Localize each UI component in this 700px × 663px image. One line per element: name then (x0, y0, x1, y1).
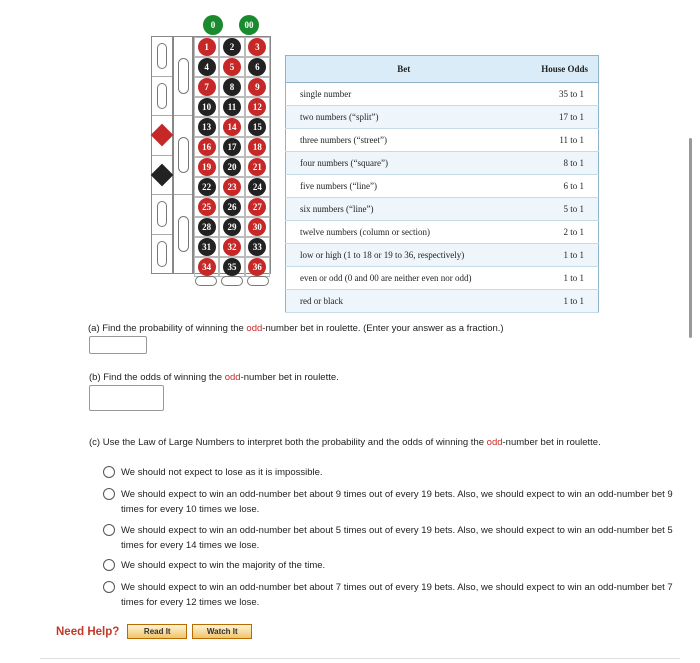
number-label: 1 (198, 38, 216, 56)
odds-cell: 35 to 1 (521, 83, 598, 106)
number-cell (194, 217, 219, 237)
number-label: 9 (248, 78, 266, 96)
option-c-1[interactable]: We should not expect to lose as it is impossible. (103, 465, 688, 480)
outer-bets-strip (151, 36, 173, 274)
odds-cell: 17 to 1 (521, 106, 598, 129)
odds-cell: 11 to 1 (521, 129, 598, 152)
number-cell (245, 77, 270, 97)
odds-cell: 1 to 1 (521, 290, 598, 313)
number-cell (245, 177, 270, 197)
read-it-button[interactable]: Read It (127, 624, 187, 639)
number-cell (219, 97, 244, 117)
radio-button[interactable] (103, 466, 115, 478)
number-label: 23 (223, 178, 241, 196)
odd-highlight: odd (486, 437, 503, 448)
number-label: 19 (198, 158, 216, 176)
radio-button[interactable] (103, 488, 115, 500)
number-cell (194, 57, 219, 77)
number-grid (193, 36, 271, 274)
number-label: 12 (248, 98, 266, 116)
bet-cell: twelve numbers (column or section) (286, 221, 522, 244)
table-row (286, 152, 599, 175)
double-zero-cell: 00 (239, 15, 259, 35)
number-cell (219, 117, 244, 137)
radio-button[interactable] (103, 581, 115, 593)
bet-cell: five numbers (“line”) (286, 175, 522, 198)
number-cell (219, 137, 244, 157)
outer-bet-low (152, 37, 172, 77)
number-label: 18 (248, 138, 266, 156)
option-c-5[interactable]: We should expect to win an odd-number bet about 7 times out of every 19 bets. Also, we should expect to win an odd-number bet 7 times for every 12 times we lose. (103, 580, 688, 610)
bet-cell: low or high (1 to 18 or 19 to 36, respectively) (286, 244, 522, 267)
vertical-scrollbar[interactable] (689, 138, 692, 338)
table-row (286, 175, 599, 198)
number-label: 16 (198, 138, 216, 156)
table-header-row (286, 56, 599, 83)
need-help-bar (56, 624, 257, 639)
dozen-bet-third (174, 195, 192, 273)
number-label: 7 (198, 78, 216, 96)
number-cell (194, 117, 219, 137)
option-c-3[interactable]: We should expect to win an odd-number bet about 5 times out of every 19 bets. Also, we should expect to win an odd-number bet 5 times for every 14 times we lose. (103, 523, 688, 553)
number-cell (219, 237, 244, 257)
number-cell (219, 177, 244, 197)
number-cell (194, 97, 219, 117)
roulette-board (133, 8, 273, 304)
dozen-bet-second (174, 116, 192, 195)
bet-column-header: Bet (286, 56, 522, 83)
number-label: 2 (223, 38, 241, 56)
outer-bet-black (152, 156, 172, 196)
odds-cell: 2 to 1 (521, 221, 598, 244)
number-cell (245, 37, 270, 57)
number-label: 34 (198, 258, 216, 276)
option-c-2[interactable]: We should expect to win an odd-number bet about 9 times out of every 19 bets. Also, we should expect to win an odd-number bet 9 times for every 10 times we lose. (103, 487, 688, 517)
number-label: 36 (248, 258, 266, 276)
number-label: 35 (223, 258, 241, 276)
option-c-4[interactable]: We should expect to win the majority of the time. (103, 558, 688, 573)
number-cell (194, 157, 219, 177)
number-cell (194, 77, 219, 97)
number-label: 13 (198, 118, 216, 136)
table-row (286, 221, 599, 244)
dozen-bet-first (174, 37, 192, 116)
number-label: 15 (248, 118, 266, 136)
number-label: 21 (248, 158, 266, 176)
number-label: 6 (248, 58, 266, 76)
dozen-bets-strip (173, 36, 193, 274)
odds-cell: 1 to 1 (521, 267, 598, 290)
number-cell (194, 197, 219, 217)
number-cell (245, 237, 270, 257)
outer-bet-high (152, 235, 172, 274)
number-label: 14 (223, 118, 241, 136)
number-label: 33 (248, 238, 266, 256)
odd-highlight: odd (246, 323, 263, 334)
question-b-text: (b) Find the odds of winning the odd-number bet in roulette. (89, 372, 339, 383)
odd-highlight: odd (224, 372, 241, 383)
number-cell (219, 77, 244, 97)
house-odds-table (285, 55, 599, 313)
number-label: 26 (223, 198, 241, 216)
question-a-text: (a) Find the probability of winning the odd-number bet in roulette. (Enter your answer as a fraction.) (88, 323, 504, 334)
table-row (286, 198, 599, 221)
number-cell (245, 97, 270, 117)
table-row (286, 106, 599, 129)
number-label: 20 (223, 158, 241, 176)
number-label: 3 (248, 38, 266, 56)
radio-button[interactable] (103, 559, 115, 571)
number-cell (194, 177, 219, 197)
column-bet-3 (247, 276, 269, 286)
number-label: 24 (248, 178, 266, 196)
outer-bet-odd (152, 195, 172, 235)
number-cell (194, 137, 219, 157)
number-label: 17 (223, 138, 241, 156)
zero-cell: 0 (203, 15, 223, 35)
table-row (286, 290, 599, 313)
answer-a-input[interactable] (89, 336, 147, 354)
board-side-label (135, 36, 151, 274)
need-help-label: Need Help? (56, 625, 120, 638)
number-cell (219, 157, 244, 177)
bottom-divider (40, 658, 680, 659)
column-bets (193, 274, 271, 288)
table-row (286, 83, 599, 106)
bet-cell: four numbers (“square”) (286, 152, 522, 175)
number-label: 22 (198, 178, 216, 196)
zero-row (195, 14, 267, 36)
bet-cell: six numbers (“line”) (286, 198, 522, 221)
red-diamond-icon (151, 124, 174, 147)
number-cell (245, 197, 270, 217)
number-label: 28 (198, 218, 216, 236)
table-row (286, 129, 599, 152)
number-cell (245, 57, 270, 77)
column-bet-2 (221, 276, 243, 286)
number-label: 31 (198, 238, 216, 256)
table-row (286, 244, 599, 267)
number-cell (194, 237, 219, 257)
odds-cell: 8 to 1 (521, 152, 598, 175)
number-label: 25 (198, 198, 216, 216)
bet-cell: single number (286, 83, 522, 106)
number-cell (245, 157, 270, 177)
outer-bet-even (152, 77, 172, 117)
number-label: 10 (198, 98, 216, 116)
number-cell (245, 117, 270, 137)
number-cell (245, 217, 270, 237)
number-label: 29 (223, 218, 241, 236)
bet-cell: three numbers (“street”) (286, 129, 522, 152)
number-label: 8 (223, 78, 241, 96)
number-cell (245, 137, 270, 157)
number-cell (194, 37, 219, 57)
odds-column-header: House Odds (521, 56, 598, 83)
odds-cell: 6 to 1 (521, 175, 598, 198)
bet-cell: red or black (286, 290, 522, 313)
number-label: 11 (223, 98, 241, 116)
number-cell (219, 57, 244, 77)
bet-cell: even or odd (0 and 00 are neither even nor odd) (286, 267, 522, 290)
number-label: 32 (223, 238, 241, 256)
number-label: 30 (248, 218, 266, 236)
number-cell (219, 37, 244, 57)
number-cell (219, 217, 244, 237)
number-label: 4 (198, 58, 216, 76)
number-label: 27 (248, 198, 266, 216)
outer-bet-red (152, 116, 172, 156)
watch-it-button[interactable]: Watch It (192, 624, 252, 639)
table-row (286, 267, 599, 290)
number-label: 5 (223, 58, 241, 76)
black-diamond-icon (151, 163, 174, 186)
bet-cell: two numbers (“split”) (286, 106, 522, 129)
radio-button[interactable] (103, 524, 115, 536)
odds-cell: 5 to 1 (521, 198, 598, 221)
number-cell (219, 197, 244, 217)
odds-cell: 1 to 1 (521, 244, 598, 267)
question-c-text: (c) Use the Law of Large Numbers to interpret both the probability and the odds of winning the odd-number bet in roulette. (89, 437, 601, 448)
answer-b-input[interactable] (89, 385, 164, 411)
column-bet-1 (195, 276, 217, 286)
